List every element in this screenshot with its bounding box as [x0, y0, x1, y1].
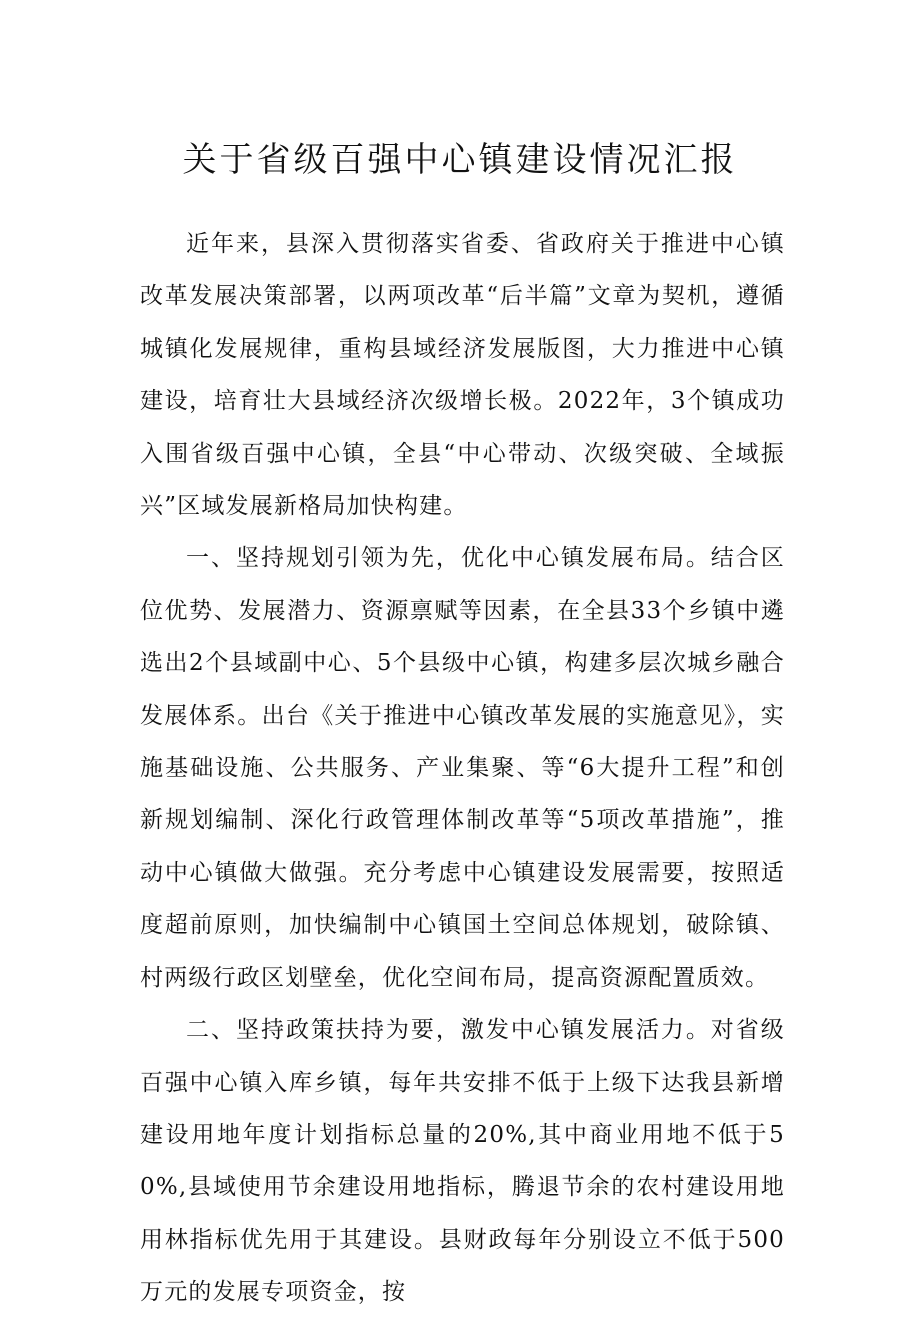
paragraph-planning: 一、坚持规划引领为先，优化中心镇发展布局。结合区位优势、发展潜力、资源禀赋等因素，在全县33个乡镇中遴选出2个县域副中心、5个县级中心镇，构建多层次城乡融合发展体系。出台《关于推进中心镇改革发展的实施意见》，实施基础设施、公共服务、产业集聚、等“6大提升工程”和创新规划编制、深化行政管理体制改革等“5项改革措施”，推动中心镇做大做强。充分考虑中心镇建设发展需要，按照适度超前原则，加快编制中心镇国土空间总体规划，破除镇、村两级行政区划壁垒，优化空间布局，提高资源配置质效。 [140, 545, 785, 991]
paragraph-policy: 二、坚持政策扶持为要，激发中心镇发展活力。对省级百强中心镇入库乡镇，每年共安排不低于上级下达我县新增建设用地年度计划指标总量的20%,其中商业用地不低于50%,县域使用节余建设用地指标，腾退节余的农村建设用地用林指标优先用于其建设。县财政每年分别设立不低于500万元的发展专项资金，按 [140, 1017, 785, 1306]
document-body [140, 218, 785, 1319]
document-title: 关于省级百强中心镇建设情况汇报 [182, 140, 738, 180]
paragraph-intro: 近年来，县深入贯彻落实省委、省政府关于推进中心镇改革发展决策部署，以两项改革“后半篇”文章为契机，遵循城镇化发展规律，重构县域经济发展版图，大力推进中心镇建设，培育壮大县域经济次级增长极。2022年，3个镇成功入围省级百强中心镇，全县“中心带动、次级突破、全域振兴”区域发展新格局加快构建。 [140, 231, 785, 520]
